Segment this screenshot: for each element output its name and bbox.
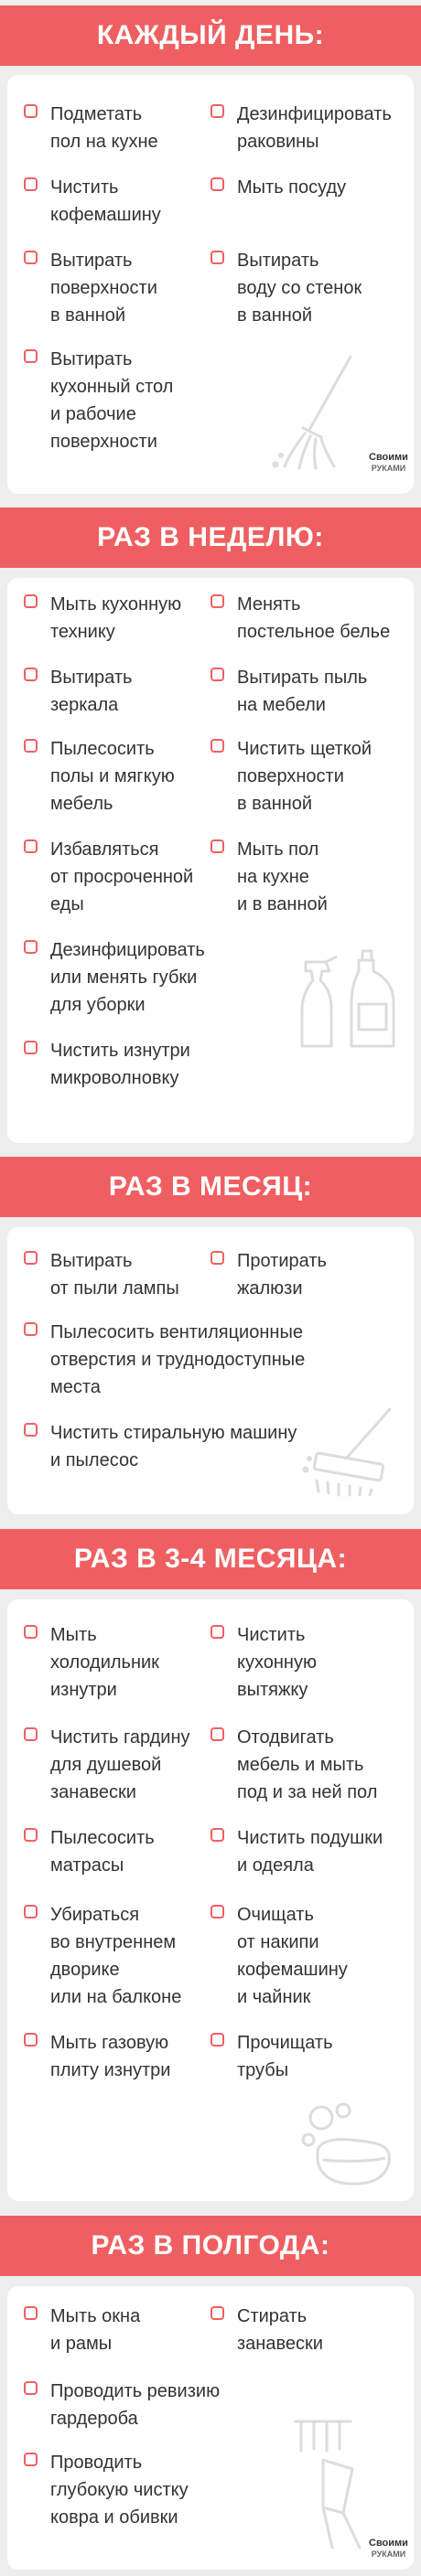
checklist-item[interactable]	[24, 1621, 159, 1704]
section-card-weekly	[7, 578, 414, 1143]
item-label: Убираться во внутреннем дворике или на балконе	[50, 1905, 182, 2007]
item-label: Чистить кухонную вытяжку	[237, 1625, 317, 1700]
item-label: Пылесосить вентиляционные отверстия и труднодоступные места	[50, 1322, 306, 1397]
item-label: Мыть кухонную технику	[50, 594, 182, 642]
section-title-daily: КАЖДЫЙ ДЕНЬ:	[96, 20, 325, 50]
checkbox[interactable]	[24, 251, 38, 264]
floor-brush-icon	[298, 1406, 399, 1497]
checklist-item[interactable]	[24, 2378, 220, 2432]
item-label: Протирать жалюзи	[237, 1251, 327, 1299]
item-label: Очищать от накипи кофемашину и чайник	[237, 1905, 348, 2007]
checkbox[interactable]	[210, 739, 224, 753]
checkbox[interactable]	[210, 2033, 224, 2047]
item-label: Вытирать от пыли лампы	[50, 1251, 179, 1299]
item-label: Чистить подушки и одеяла	[237, 1828, 383, 1876]
section-card-quarterly	[7, 1599, 414, 2201]
checklist-item[interactable]	[24, 664, 132, 719]
checklist-item[interactable]	[210, 591, 390, 646]
item-label: Чистить изнутри микроволновку	[50, 1041, 190, 1088]
checkbox[interactable]	[210, 1625, 224, 1639]
checkbox[interactable]	[24, 2033, 38, 2047]
checklist-item[interactable]	[24, 2449, 189, 2531]
section-banner-quarterly	[0, 1529, 421, 1589]
checklist-item[interactable]	[210, 664, 367, 719]
checkbox[interactable]	[210, 251, 224, 264]
checklist-item[interactable]	[24, 174, 161, 229]
section-card-daily	[7, 75, 414, 494]
checkbox[interactable]	[210, 177, 224, 191]
checkbox[interactable]	[210, 1905, 224, 1919]
checklist-item[interactable]	[24, 1419, 297, 1474]
item-label: Чистить стиральную машину и пылесос	[50, 1423, 297, 1470]
checkbox[interactable]	[24, 668, 38, 681]
checklist-item[interactable]	[210, 1621, 317, 1704]
checklist-item[interactable]	[210, 2303, 323, 2357]
item-label: Чистить щеткой поверхности в ванной	[237, 739, 372, 814]
item-label: Пылесосить полы и мягкую мебель	[50, 739, 175, 814]
checkbox[interactable]	[24, 104, 38, 118]
item-label: Вытирать кухонный стол и рабочие поверхности	[50, 349, 174, 452]
item-label: Мыть холодильник изнутри	[50, 1625, 159, 1700]
checklist-item[interactable]	[24, 1247, 179, 1302]
checkbox[interactable]	[210, 668, 224, 681]
checkbox[interactable]	[210, 1828, 224, 1842]
item-label: Мыть окна и рамы	[50, 2306, 141, 2354]
item-label: Чистить гардину для душевой занавески	[50, 1727, 190, 1802]
item-label: Пылесосить матрасы	[50, 1828, 155, 1876]
item-label: Вытирать поверхности в ванной	[50, 251, 157, 326]
checkbox[interactable]	[210, 839, 224, 853]
section-banner-halfyear	[0, 2216, 421, 2276]
checklist-item[interactable]	[24, 936, 205, 1019]
checkbox[interactable]	[24, 349, 38, 363]
mop-icon	[268, 349, 369, 473]
item-label: Проводить ревизию гардероба	[50, 2381, 221, 2429]
checklist-item[interactable]	[24, 1901, 181, 2011]
section-title-halfyear: РАЗ В ПОЛГОДА:	[91, 2230, 330, 2261]
cleaning-bottles-icon	[298, 944, 404, 1053]
brand-line2: РУКАМИ	[371, 464, 406, 473]
item-label: Избавляться от просроченной еды	[50, 839, 194, 914]
item-label: Подметать пол на кухне	[50, 104, 158, 152]
window-squeegee-icon	[286, 2414, 378, 2551]
section-title-quarterly: РАЗ В 3-4 МЕСЯЦА:	[73, 1544, 348, 1574]
brand-logo	[369, 452, 408, 474]
checklist-item[interactable]	[24, 1037, 190, 1092]
checklist-item[interactable]	[210, 1901, 348, 2011]
checkbox[interactable]	[24, 1828, 38, 1842]
checkbox[interactable]	[24, 940, 38, 954]
checkbox[interactable]	[24, 839, 38, 853]
section-card-monthly	[7, 1227, 414, 1514]
item-label: Мыть посуду	[237, 177, 347, 198]
item-label: Вытирать зеркала	[50, 668, 133, 715]
item-label: Мыть пол на кухне и в ванной	[237, 839, 328, 914]
checklist-item[interactable]	[210, 1724, 377, 1806]
checklist-item[interactable]	[24, 1319, 305, 1401]
checkbox[interactable]	[24, 1727, 38, 1741]
item-label: Мыть газовую плиту изнутри	[50, 2033, 171, 2080]
checkbox[interactable]	[24, 2453, 38, 2466]
checklist-item[interactable]	[24, 1724, 190, 1806]
section-banner-monthly	[0, 1157, 421, 1217]
item-label: Менять постельное белье	[237, 594, 391, 642]
checkbox[interactable]	[24, 594, 38, 608]
checkbox[interactable]	[210, 1727, 224, 1741]
checkbox[interactable]	[24, 1251, 38, 1265]
checklist-item[interactable]	[210, 735, 372, 818]
checkbox[interactable]	[24, 739, 38, 753]
checklist-item[interactable]	[24, 836, 193, 918]
checklist-item[interactable]	[24, 247, 157, 329]
checklist-item[interactable]	[210, 247, 362, 329]
section-title-monthly: РАЗ В МЕСЯЦ:	[108, 1171, 313, 1202]
item-label: Стирать занавески	[237, 2306, 323, 2354]
section-banner-daily	[0, 5, 421, 66]
item-label: Дезинфицировать или менять губки для уборки	[50, 940, 205, 1015]
brand-line1: Своими	[369, 452, 408, 463]
checkbox[interactable]	[24, 1905, 38, 1919]
checklist-item[interactable]	[210, 1824, 383, 1879]
checklist-item[interactable]	[24, 2303, 140, 2357]
checklist-item[interactable]	[24, 2029, 170, 2084]
checkbox[interactable]	[210, 1251, 224, 1265]
checklist-item[interactable]	[24, 101, 158, 155]
checklist-item[interactable]	[210, 101, 392, 155]
checklist-item[interactable]	[24, 346, 173, 455]
section-card-halfyear	[7, 2286, 414, 2570]
checkbox[interactable]	[24, 177, 38, 191]
checklist-item[interactable]	[210, 2029, 333, 2084]
item-label: Отодвигать мебель и мыть под и за ней пол	[237, 1727, 378, 1802]
checkbox[interactable]	[24, 2381, 38, 2395]
checkbox[interactable]	[24, 1041, 38, 1054]
checkbox[interactable]	[210, 594, 224, 608]
checkbox[interactable]	[24, 1625, 38, 1639]
checklist-item[interactable]	[24, 1824, 155, 1879]
checklist-item[interactable]	[210, 1247, 327, 1302]
brand-line2: РУКАМИ	[371, 2549, 406, 2559]
checkbox[interactable]	[210, 2306, 224, 2320]
section-banner-weekly	[0, 508, 421, 568]
brand-logo	[369, 2538, 408, 2560]
checklist-item[interactable]	[210, 836, 328, 918]
section-title-weekly: РАЗ В НЕДЕЛЮ:	[97, 522, 324, 552]
item-label: Чистить кофемашину	[50, 177, 161, 225]
checklist-item[interactable]	[24, 591, 181, 646]
checkbox[interactable]	[210, 104, 224, 118]
checkbox[interactable]	[24, 1322, 38, 1336]
item-label: Вытирать пыль на мебели	[237, 668, 368, 715]
checkbox[interactable]	[24, 1423, 38, 1437]
brand-line1: Своими	[369, 2538, 408, 2549]
item-label: Прочищать трубы	[237, 2033, 333, 2080]
item-label: Проводить глубокую чистку ковра и обивки	[50, 2453, 189, 2528]
checkbox[interactable]	[24, 2306, 38, 2320]
item-label: Вытирать воду со стенок в ванной	[237, 251, 362, 326]
checklist-item[interactable]	[210, 174, 346, 201]
sponge-bubbles-icon	[296, 2098, 401, 2194]
item-label: Дезинфицировать раковины	[237, 104, 392, 152]
checklist-item[interactable]	[24, 735, 175, 818]
